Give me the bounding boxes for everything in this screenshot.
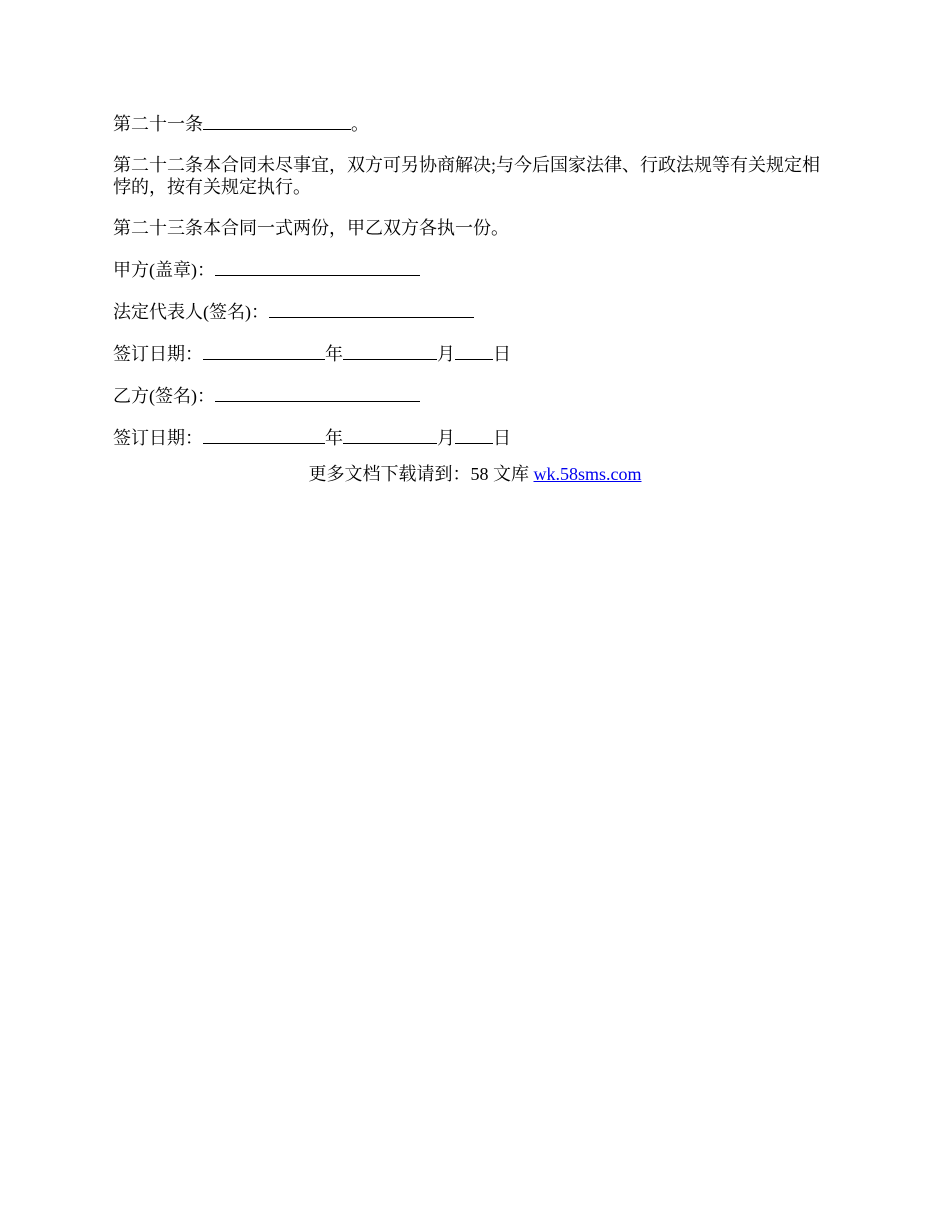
article-21-prefix: 第二十一条 <box>113 114 203 134</box>
year-blank <box>203 426 325 444</box>
footer-text: 更多文档下载请到：58 文库 <box>308 464 534 484</box>
article-21 <box>113 112 833 135</box>
party-a-label: 甲方(盖章)： <box>113 260 215 280</box>
legal-rep-line <box>113 300 833 323</box>
sign-date-label: 签订日期： <box>113 428 203 448</box>
article-21-blank <box>203 112 351 130</box>
month-blank <box>343 426 437 444</box>
sign-date-line-2 <box>113 426 833 449</box>
year-label: 年 <box>325 428 343 448</box>
year-blank <box>203 342 325 360</box>
year-label: 年 <box>325 344 343 364</box>
sign-date-line-1 <box>113 342 833 365</box>
footer-link[interactable]: wk.58sms.com <box>533 464 642 484</box>
article-21-suffix: 。 <box>351 114 369 134</box>
party-a-signature-blank <box>215 258 420 276</box>
day-label: 日 <box>493 428 511 448</box>
day-blank <box>455 342 493 360</box>
day-label: 日 <box>493 344 511 364</box>
sign-date-label: 签订日期： <box>113 344 203 364</box>
party-a-line <box>113 258 833 281</box>
document-body <box>113 112 833 468</box>
party-b-line <box>113 384 833 407</box>
month-label: 月 <box>437 344 455 364</box>
month-blank <box>343 342 437 360</box>
party-b-label: 乙方(签名)： <box>113 386 215 406</box>
footer <box>0 463 950 485</box>
legal-rep-signature-blank <box>269 300 474 318</box>
day-blank <box>455 426 493 444</box>
month-label: 月 <box>437 428 455 448</box>
legal-rep-label: 法定代表人(签名)： <box>113 302 269 322</box>
party-b-signature-blank <box>215 384 420 402</box>
article-22: 第二十二条本合同未尽事宜，双方可另协商解决;与今后国家法律、行政法规等有关规定相悖的，按有关规定执行。 <box>113 155 820 197</box>
article-23: 第二十三条本合同一式两份，甲乙双方各执一份。 <box>113 218 509 238</box>
